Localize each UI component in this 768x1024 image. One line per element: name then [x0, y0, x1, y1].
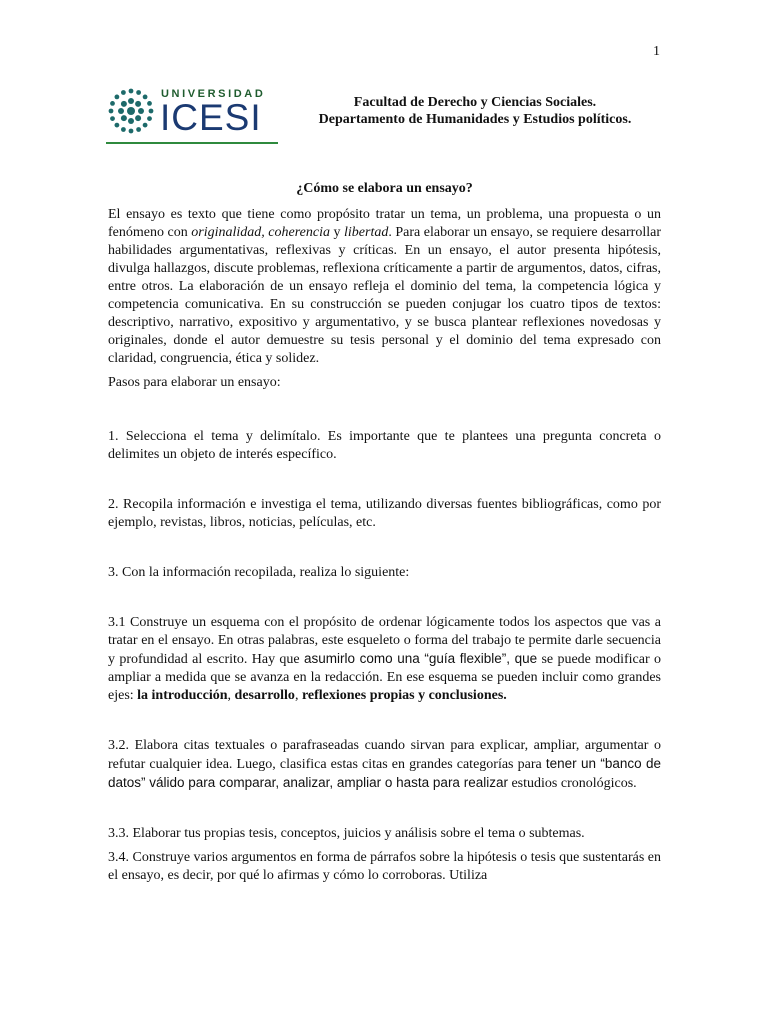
step-2: 2. Recopila información e investiga el tema, utilizando diversas fuentes bibliográficas, como por ejemplo, revistas, libros, noticias, películas, etc. [108, 497, 661, 530]
step-3-1 [108, 614, 661, 705]
step-3-1-bold-1: la introducción [137, 688, 228, 703]
intro-text-1: El ensayo es texto que tiene como propósito tratar un tema, un problema, una propuesta o un fenómeno con [108, 207, 661, 240]
step-3-2-text-2: estudios cronológicos. [507, 776, 637, 791]
document-body [108, 180, 661, 885]
intro-italic-2: libertad [344, 225, 389, 240]
step-3-2 [108, 737, 661, 793]
step-3-1-sep-2: , [294, 688, 302, 703]
university-logo [106, 84, 278, 146]
step-3-1-sans-text: asumirlo como una “guía flexible”, que [303, 651, 538, 666]
step-3-1-bold-2: desarrollo [234, 688, 295, 703]
step-3-1-sep-1: , [227, 688, 235, 703]
faculty-name: Facultad de Derecho y Ciencias Sociales. [353, 95, 597, 110]
step-1: 1. Selecciona el tema y delimítalo. Es importante que te plantees una pregunta concreta o delimites un objeto de interés específico. [108, 429, 661, 462]
logo-university-text: UNIVERSIDAD [161, 88, 266, 100]
step-3: 3. Con la información recopilada, realiza lo siguiente: [108, 565, 410, 580]
logo-name-text: ICESI [160, 97, 262, 138]
step-3-3: 3.3. Elaborar tus propias tesis, conceptos, juicios y análisis sobre el tema o subtemas. [108, 826, 585, 841]
intro-text-2: y [329, 225, 345, 240]
logo-emblem-icon [106, 86, 156, 136]
step-3-2-sans-text: tener un “banco de datos” válido para comparar, analizar, ampliar o hasta para realizar [108, 756, 662, 790]
step-3-1-text-1: 3.1 Construye un esquema con el propósito de ordenar lógicamente todos los aspectos que vas a tratar en el ensayo. En otras palabras, este esqueleto o forma del trabajo te permite darle secuencia y profundidad al escrito. Hay que [108, 615, 661, 667]
document-header [300, 94, 650, 128]
intro-text-3: . Para elaborar un ensayo, se requiere desarrollar habilidades argumentativas, reflexivas y críticas. En un ensayo, el autor presenta hipótesis, divulga hallazgos, discute problemas, reflexiona críticamente a partir de argumentos, datos, cifras, entre otros. La elaboración de un ensayo refleja el dominio del tema, la competencia lógica y competencia comunicativa. En su construcción se pueden conjugar los cuatro tipos de textos: descriptivo, narrativo, expositivo y argumentativo, y se busca plantear reflexiones novedosas y originales, donde el autor demuestre su tesis personal y el dominio del tema expresado con claridad, congruencia, ética y solidez. [108, 225, 662, 366]
step-3-1-bold-3: reflexiones propias y conclusiones. [301, 688, 507, 703]
intro-paragraph [108, 206, 661, 368]
logo-underline [106, 142, 278, 144]
page-number: 1 [653, 44, 660, 59]
document-title: ¿Cómo se elabora un ensayo? [296, 181, 473, 196]
intro-italic-1: originalidad, coherencia [191, 225, 330, 240]
steps-heading: Pasos para elaborar un ensayo: [108, 375, 281, 390]
department-name: Departamento de Humanidades y Estudios políticos. [318, 112, 632, 127]
step-3-4: 3.4. Construye varios argumentos en forma de párrafos sobre la hipótesis o tesis que sustentarás en el ensayo, es decir, por qué lo afirmas y cómo lo corroboras. Utiliza [108, 850, 661, 883]
step-3-2-text-1: 3.2. Elabora citas textuales o parafraseadas cuando sirvan para explicar, ampliar, argumentar o refutar cualquier idea. Luego, clasifica estas citas en grandes categorías para [108, 738, 661, 772]
step-3-1-text-2: se puede modificar o ampliar a medida que se avanza en la redacción. En ese esquema se pueden incluir como grandes ejes: [108, 652, 661, 703]
